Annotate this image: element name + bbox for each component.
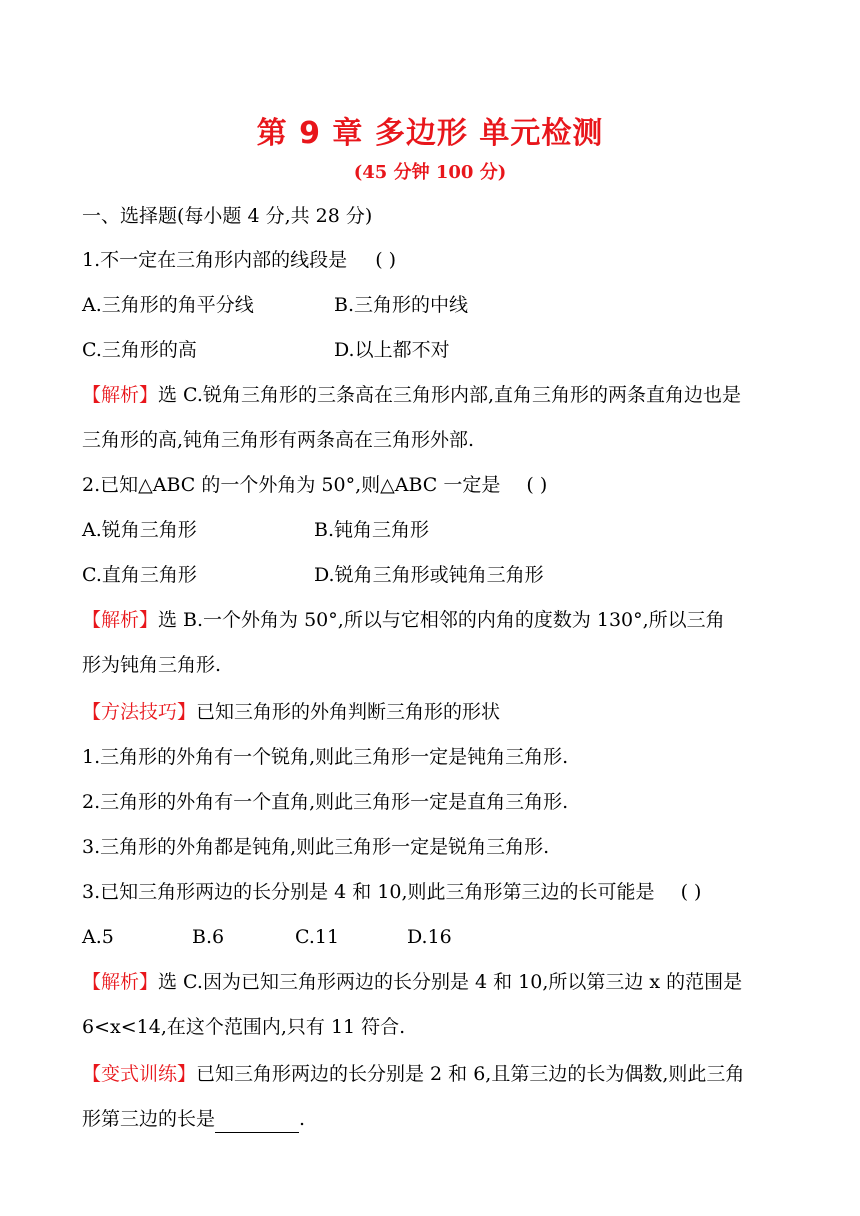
method-title: 已知三角形的外角判断三角形的形状 [196, 701, 501, 723]
option-b: B.6 [192, 926, 225, 948]
method-item-2: 2.三角形的外角有一个直角,则此三角形一定是直角三角形. [82, 791, 569, 813]
question-3-text: 3.已知三角形两边的长分别是 4 和 10,则此三角形第三边的长可能是 [82, 881, 655, 903]
option-d: D.16 [407, 926, 452, 948]
option-b: B.钝角三角形 [314, 519, 430, 541]
variant-text-cont: 形第三边的长是 [82, 1108, 216, 1130]
question-1-stem [82, 246, 396, 274]
answer-paren: ( ) [526, 474, 548, 496]
question-3-analysis-cont: 6<x<14,在这个范围内,只有 11 符合. [82, 1016, 406, 1038]
question-2-analysis-cont: 形为钝角三角形. [82, 654, 222, 676]
page-title: 第 9 章 多边形 单元检测 [256, 116, 604, 151]
variant-end: . [299, 1108, 306, 1130]
question-3-options [82, 923, 452, 951]
question-3-analysis [82, 968, 742, 996]
question-1-text: 1.不一定在三角形内部的线段是 [82, 249, 348, 271]
variant-training-cont [82, 1105, 305, 1133]
question-2-options-row1 [82, 516, 429, 544]
analysis-tag: 【解析】 [82, 971, 159, 993]
analysis-text: 选 C.因为已知三角形两边的长分别是 4 和 10,所以第三边 x 的范围是 [158, 971, 743, 993]
option-a: A.锐角三角形 [82, 519, 197, 541]
question-2-stem [82, 471, 547, 499]
variant-tag: 【变式训练】 [82, 1063, 197, 1085]
method-heading [82, 698, 500, 726]
analysis-text: 选 B.一个外角为 50°,所以与它相邻的内角的度数为 130°,所以三角 [158, 609, 725, 631]
section-heading: 一、选择题(每小题 4 分,共 28 分) [82, 205, 373, 227]
answer-paren: ( ) [680, 881, 702, 903]
question-1-options-row2 [82, 336, 450, 364]
analysis-tag: 【解析】 [82, 384, 159, 406]
question-2-options-row2 [82, 561, 544, 589]
analysis-tag: 【解析】 [82, 609, 159, 631]
method-tag: 【方法技巧】 [82, 701, 197, 723]
analysis-text: 选 C.锐角三角形的三条高在三角形内部,直角三角形的两条直角边也是 [158, 384, 741, 406]
option-a: A.5 [82, 926, 114, 948]
variant-training [82, 1060, 744, 1088]
question-2-analysis [82, 606, 725, 634]
option-c: C.直角三角形 [82, 564, 197, 586]
question-1-analysis [82, 381, 741, 409]
option-d: D.以上都不对 [334, 339, 450, 361]
option-a: A.三角形的角平分线 [82, 294, 254, 316]
question-1-analysis-cont: 三角形的高,钝角三角形有两条高在三角形外部. [82, 429, 475, 451]
method-item-1: 1.三角形的外角有一个锐角,则此三角形一定是钝角三角形. [82, 746, 569, 768]
option-d: D.锐角三角形或钝角三角形 [314, 564, 544, 586]
option-c: C.三角形的高 [82, 339, 197, 361]
answer-paren: ( ) [375, 249, 397, 271]
option-c: C.11 [295, 926, 340, 948]
question-3-stem [82, 878, 701, 906]
method-item-3: 3.三角形的外角都是钝角,则此三角形一定是锐角三角形. [82, 836, 550, 858]
option-b: B.三角形的中线 [334, 294, 469, 316]
page-subtitle: (45 分钟 100 分) [353, 162, 507, 183]
question-2-text: 2.已知△ABC 的一个外角为 50°,则△ABC 一定是 [82, 474, 501, 496]
question-1-options-row1 [82, 291, 468, 319]
answer-blank[interactable] [215, 1112, 299, 1133]
variant-text: 已知三角形两边的长分别是 2 和 6,且第三边的长为偶数,则此三角 [196, 1063, 745, 1085]
